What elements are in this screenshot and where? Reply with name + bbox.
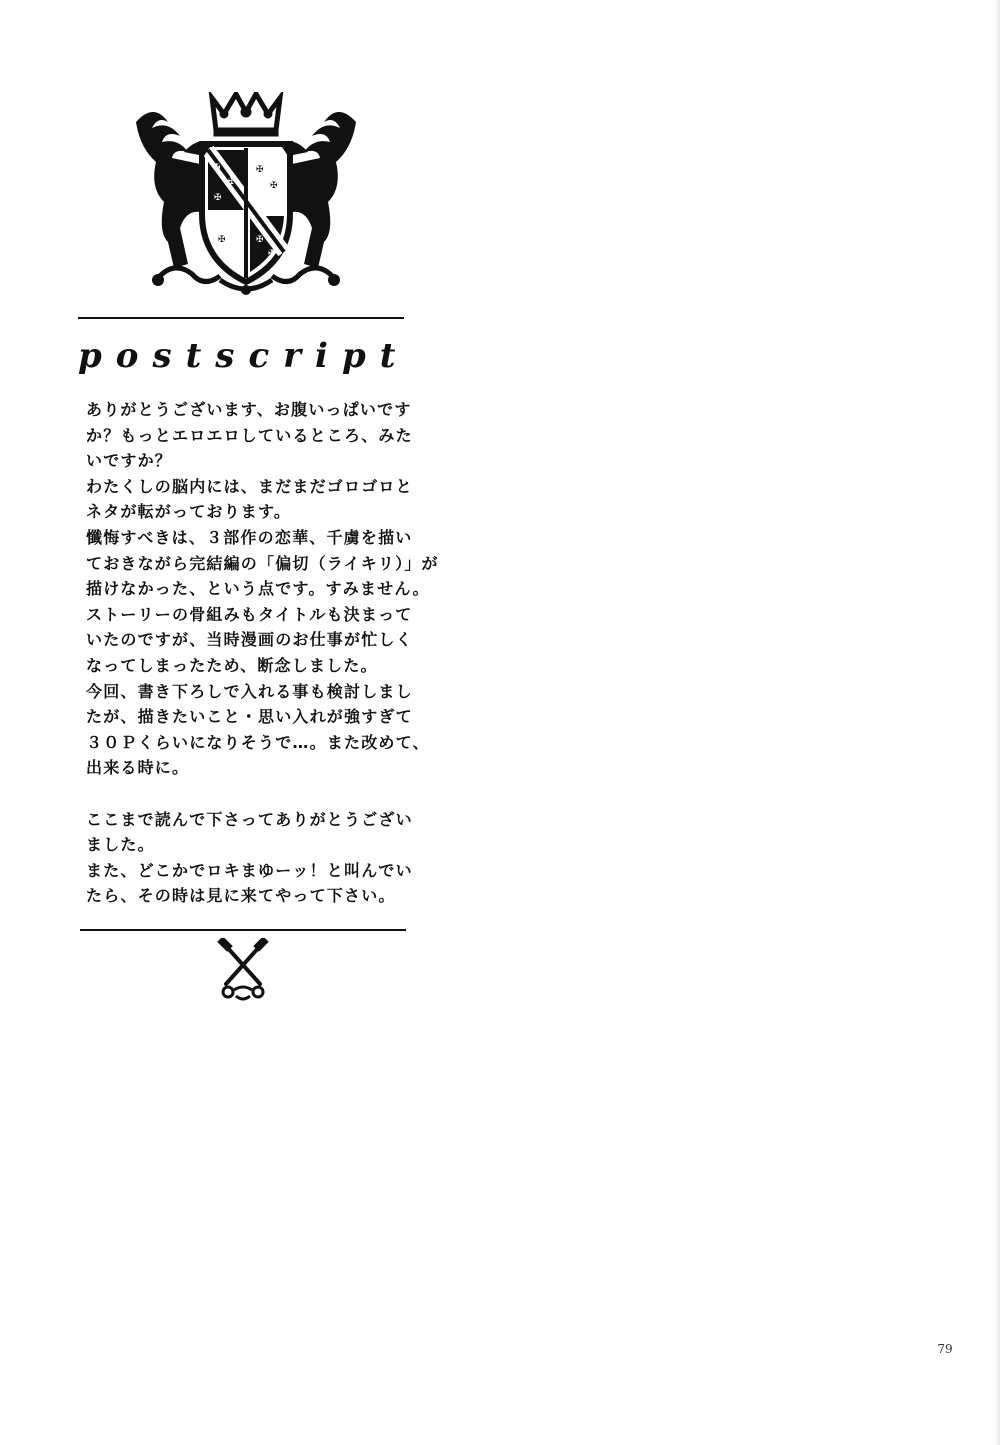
- closing-line: たら、その時は見に来てやって下さい。: [86, 886, 396, 906]
- page-number: 79: [937, 1342, 953, 1356]
- paragraph-gap: [86, 781, 416, 807]
- body-line: 描けなかった、という点です。すみません。: [86, 579, 430, 599]
- body-line: ておきながら完結編の「偏切（ライキリ）」が: [86, 553, 439, 573]
- heraldic-crest-icon: [128, 92, 364, 298]
- body-line: 出来る時に。: [86, 758, 190, 778]
- section-title: postscript: [78, 336, 410, 376]
- body-line: か？もっとエロエロしているところ、みた: [86, 425, 413, 445]
- closing-line: ました。: [86, 835, 155, 855]
- body-line: たが、描きたいこと・思い入れが強すぎて: [86, 707, 413, 727]
- body-line: いですか？: [86, 451, 173, 471]
- svg-text:✠: ✠: [228, 177, 236, 187]
- body-line: ３０Ｐくらいになりそうで…。また改めて、: [86, 732, 430, 752]
- svg-text:✠: ✠: [256, 235, 264, 245]
- body-line: ありがとうございます、お腹いっぱいです: [86, 400, 412, 419]
- svg-text:✠: ✠: [256, 165, 264, 175]
- body-line: 今回、書き下ろしで入れる事も検討しまし: [86, 681, 413, 701]
- body-line: わたくしの脳内には、まだまだゴロゴロと: [86, 476, 413, 496]
- page-edge: [994, 0, 1000, 1445]
- body-line: ストーリーの骨組みもタイトルも決まって: [86, 604, 413, 624]
- crossed-keys-icon: [214, 938, 272, 1002]
- body-line: いたのですが、当時漫画のお仕事が忙しく: [86, 630, 413, 650]
- top-divider: [78, 317, 404, 319]
- closing-line: ここまで読んで下さってありがとうござい: [86, 809, 413, 829]
- body-line: なってしまったため、断念しました。: [86, 655, 378, 675]
- svg-text:✠: ✠: [268, 249, 276, 259]
- postscript-body: [86, 397, 439, 909]
- svg-text:✠: ✠: [213, 163, 221, 173]
- bottom-divider: [80, 929, 406, 931]
- svg-text:✠: ✠: [214, 193, 222, 203]
- body-line: 懺悔すべきは、３部作の恋華、千虜を描い: [86, 527, 413, 547]
- svg-text:✠: ✠: [218, 235, 226, 245]
- body-line: ネタが転がっております。: [86, 502, 292, 522]
- closing-line: また、どこかでロキまゆーッ！と叫んでい: [86, 860, 413, 880]
- svg-text:✠: ✠: [270, 181, 278, 191]
